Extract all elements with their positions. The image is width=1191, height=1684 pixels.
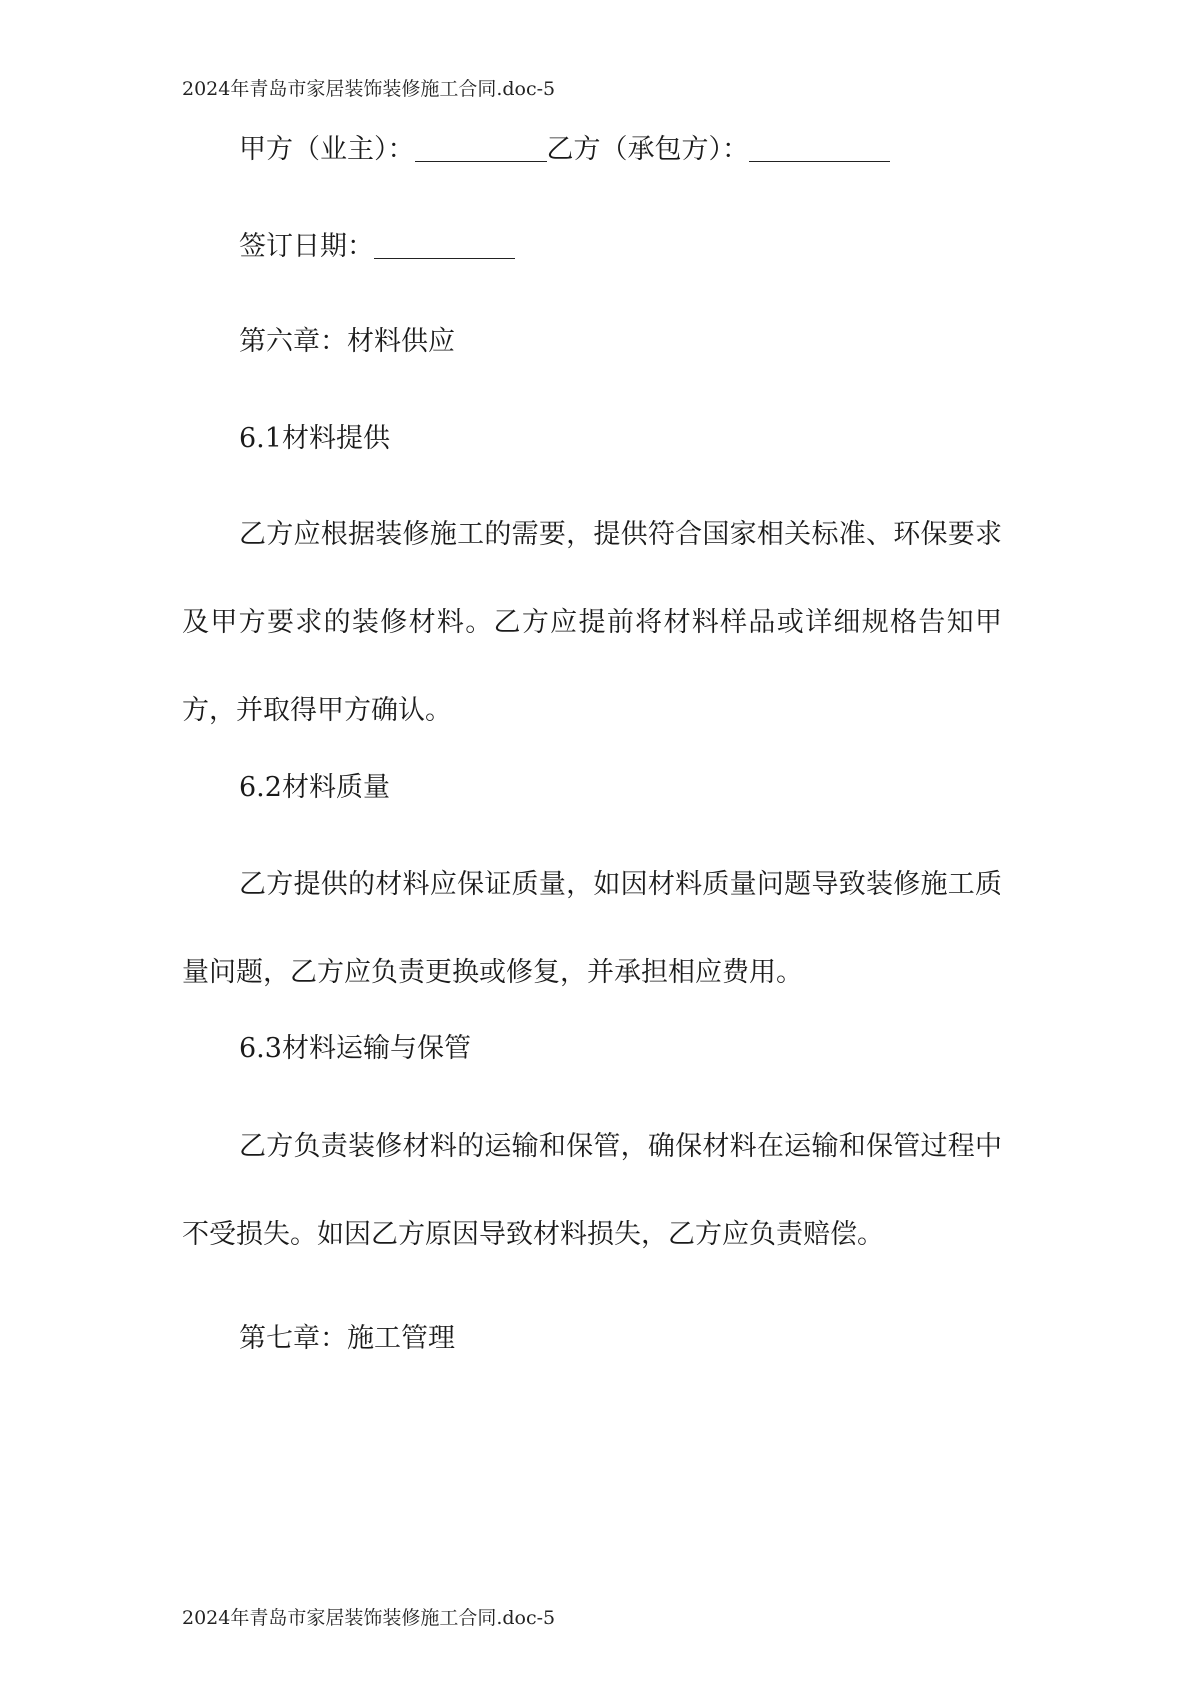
section-6-1-title: 6.1材料提供 — [239, 423, 390, 454]
date-line — [239, 232, 515, 260]
section-6-1-body: 乙方应根据装修施工的需要，提供符合国家相关标准、环保要求及甲方要求的装修材料。乙方应提前将材料样品或详细规格告知甲方，并取得甲方确认。 — [182, 519, 1002, 726]
page-header: 2024年青岛市家居装饰装修施工合同.doc-5 — [182, 78, 556, 100]
party-a-blank — [415, 135, 547, 162]
section-6-2-body: 乙方提供的材料应保证质量，如因材料质量问题导致装修施工质量问题，乙方应负责更换或修复，并承担相应费用。 — [182, 869, 1002, 988]
party-b-blank — [749, 135, 890, 162]
chapter-6-title: 第六章：材料供应 — [239, 326, 455, 357]
parties-line — [239, 135, 890, 163]
section-6-2-title: 6.2材料质量 — [239, 772, 390, 803]
chapter-7-title: 第七章：施工管理 — [239, 1323, 455, 1354]
party-a-label: 甲方（业主）： — [239, 134, 415, 165]
party-b-label: 乙方（承包方）： — [546, 134, 749, 165]
date-blank — [374, 232, 515, 259]
section-6-3-body: 乙方负责装修材料的运输和保管，确保材料在运输和保管过程中不受损失。如因乙方原因导致材料损失，乙方应负责赔偿。 — [182, 1131, 1002, 1250]
page-footer: 2024年青岛市家居装饰装修施工合同.doc-5 — [182, 1607, 556, 1629]
date-label: 签订日期： — [239, 231, 374, 262]
section-6-3-title: 6.3材料运输与保管 — [239, 1033, 471, 1064]
